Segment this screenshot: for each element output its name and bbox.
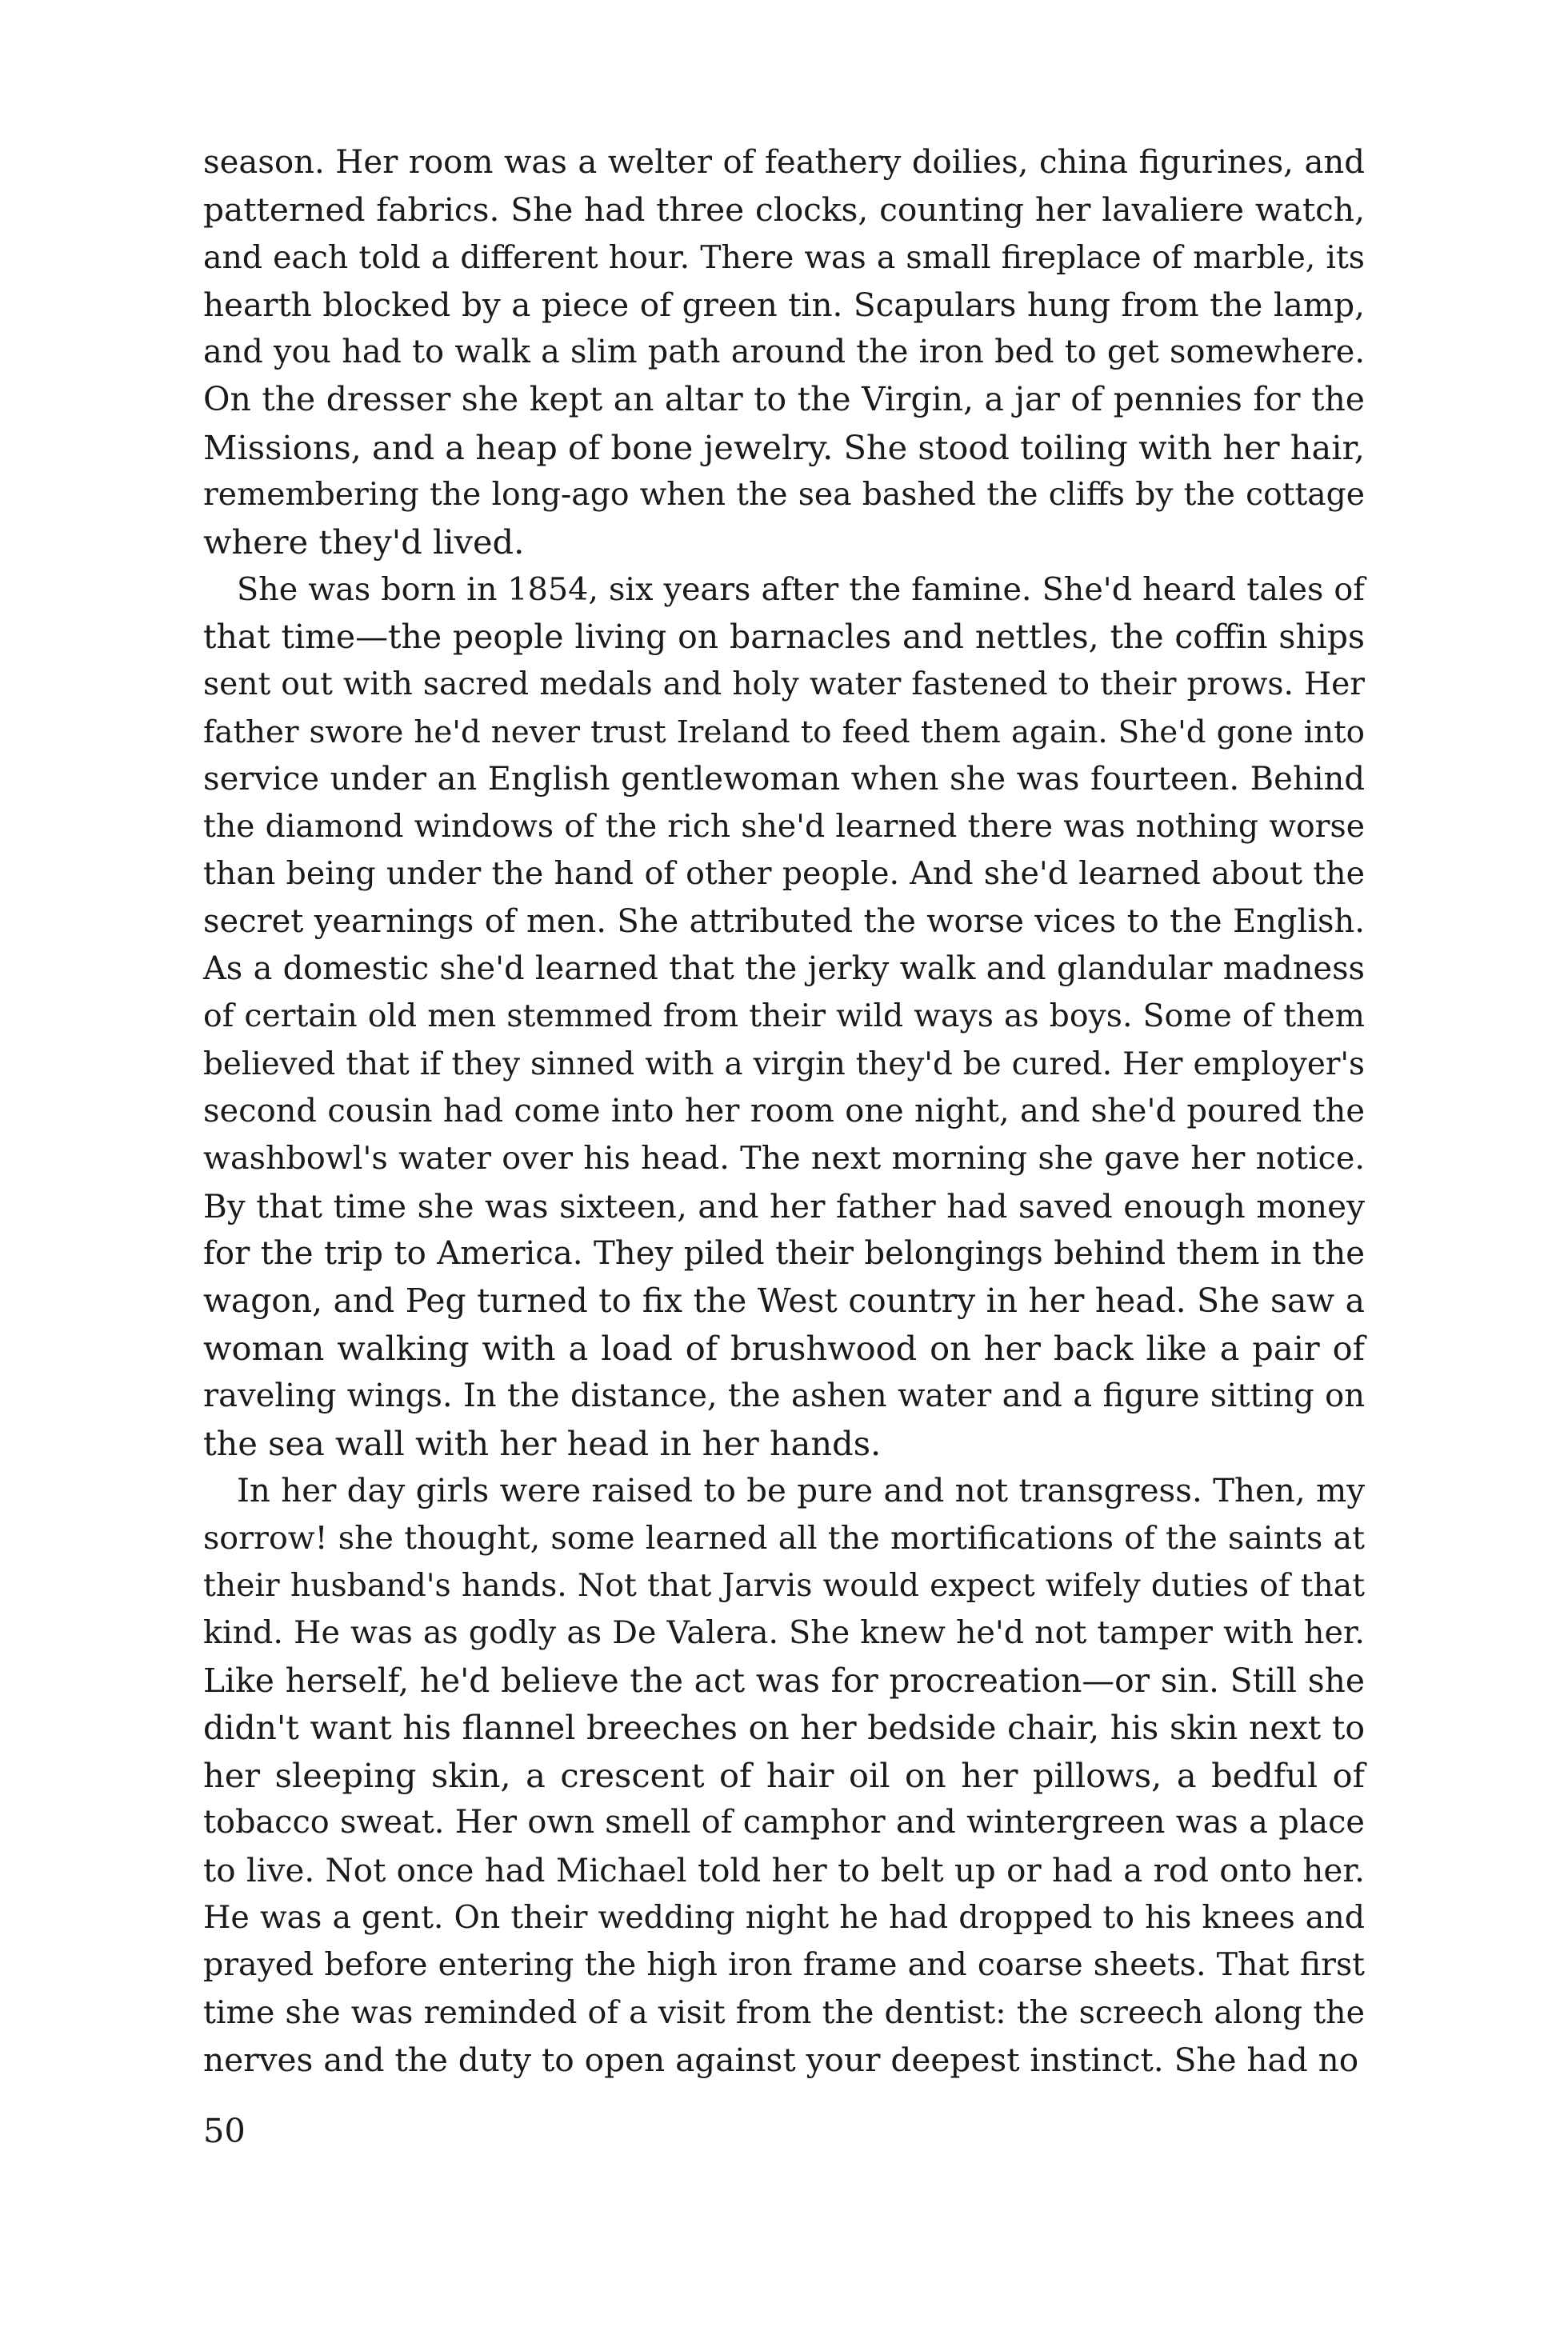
text-line: nerves and the duty to open against your deepest instinct. She had no (203, 2040, 1359, 2079)
text-line: wagon, and Peg turned to fix the West country in her head. She saw a (203, 1281, 1365, 1321)
text-line: her sleeping skin, a crescent of hair oil on her pillows, a bedful of (203, 1756, 1365, 1796)
text-line: patterned fabrics. She had three clocks, counting her lavaliere watch, (203, 190, 1365, 230)
text-line: prayed before entering the high iron frame and coarse sheets. That first (203, 1946, 1365, 1984)
text-line: washbowl's water over his head. The next morning she gave her notice. (203, 1140, 1365, 1177)
text-line: raveling wings. In the distance, the ashen water and a figure sitting on (203, 1377, 1365, 1414)
text-line: and each told a different hour. There was a small fireplace of marble, its (203, 238, 1365, 276)
text-line: where they'd lived. (203, 522, 525, 562)
text-line: On the dresser she kept an altar to the Virgin, a jar of pennies for the (203, 380, 1365, 419)
text-line: In her day girls were raised to be pure and not transgress. Then, my (237, 1472, 1365, 1510)
text-line: remembering the long-ago when the sea bashed the cliffs by the cottage (203, 477, 1365, 514)
text-line: father swore he'd never trust Ireland to feed them again. She'd gone into (203, 714, 1365, 750)
text-line: hearth blocked by a piece of green tin. Scapulars hung from the lamp, (203, 285, 1365, 324)
text-line: their husband's hands. Not that Jarvis would expect wifely duties of that (203, 1567, 1365, 1604)
body-text (203, 139, 1365, 2084)
text-line: that time—the people living on barnacles and nettles, the coffin ships (203, 617, 1365, 656)
paragraph (203, 1467, 1365, 2084)
text-line: kind. He was as godly as De Valera. She knew he'd not tamper with her. (203, 1614, 1365, 1652)
text-line: Like herself, he'd believe the act was for procreation—or sin. Still she (203, 1661, 1365, 1700)
text-line: service under an English gentlewoman when she was fourteen. Behind (203, 760, 1365, 798)
text-line: the diamond windows of the rich she'd learned there was nothing worse (203, 808, 1365, 846)
text-line: didn't want his flannel breeches on her bedside chair, his skin next to (203, 1708, 1365, 1747)
text-line: time she was reminded of a visit from the dentist: the screech along the (203, 1993, 1365, 2031)
text-line: sent out with sacred medals and holy water fastened to their prows. Her (203, 666, 1365, 703)
text-line: secret yearnings of men. She attributed the worse vices to the English. (203, 902, 1365, 940)
page-number: 50 (203, 2111, 246, 2150)
text-line: for the trip to America. They piled their belongings behind them in the (203, 1234, 1365, 1272)
text-line: the sea wall with her head in her hands. (203, 1424, 882, 1464)
text-line: tobacco sweat. Her own smell of camphor and wintergreen was a place (203, 1804, 1365, 1841)
text-line: and you had to walk a slim path around the iron bed to get somewhere. (203, 334, 1365, 371)
text-line: than being under the hand of other people. And she'd learned about the (203, 855, 1365, 893)
text-line: He was a gent. On their wedding night he had dropped to his knees and (203, 1898, 1365, 1936)
paragraph (203, 566, 1365, 1468)
text-line: season. Her room was a welter of feathery doilies, china figurines, and (203, 144, 1365, 181)
text-line: As a domestic she'd learned that the jerky walk and glandular madness (203, 950, 1365, 988)
text-line: She was born in 1854, six years after the famine. She'd heard tales of (237, 570, 1365, 608)
text-line: second cousin had come into her room one night, and she'd poured the (203, 1092, 1365, 1130)
text-line: to live. Not once had Michael told her to belt up or had a rod onto her. (203, 1851, 1365, 1889)
text-line: woman walking with a load of brushwood on her back like a pair of (203, 1329, 1365, 1369)
text-line: By that time she was sixteen, and her father had saved enough money (203, 1186, 1365, 1225)
text-line: sorrow! she thought, some learned all the mortifications of the saints at (203, 1519, 1365, 1557)
paragraph (203, 139, 1365, 566)
text-line: of certain old men stemmed from their wild ways as boys. Some of them (203, 998, 1365, 1035)
text-line: believed that if they sinned with a virgin they'd be cured. Her employer's (203, 1046, 1365, 1082)
text-line: Missions, and a heap of bone jewelry. She stood toiling with her hair, (203, 427, 1365, 467)
